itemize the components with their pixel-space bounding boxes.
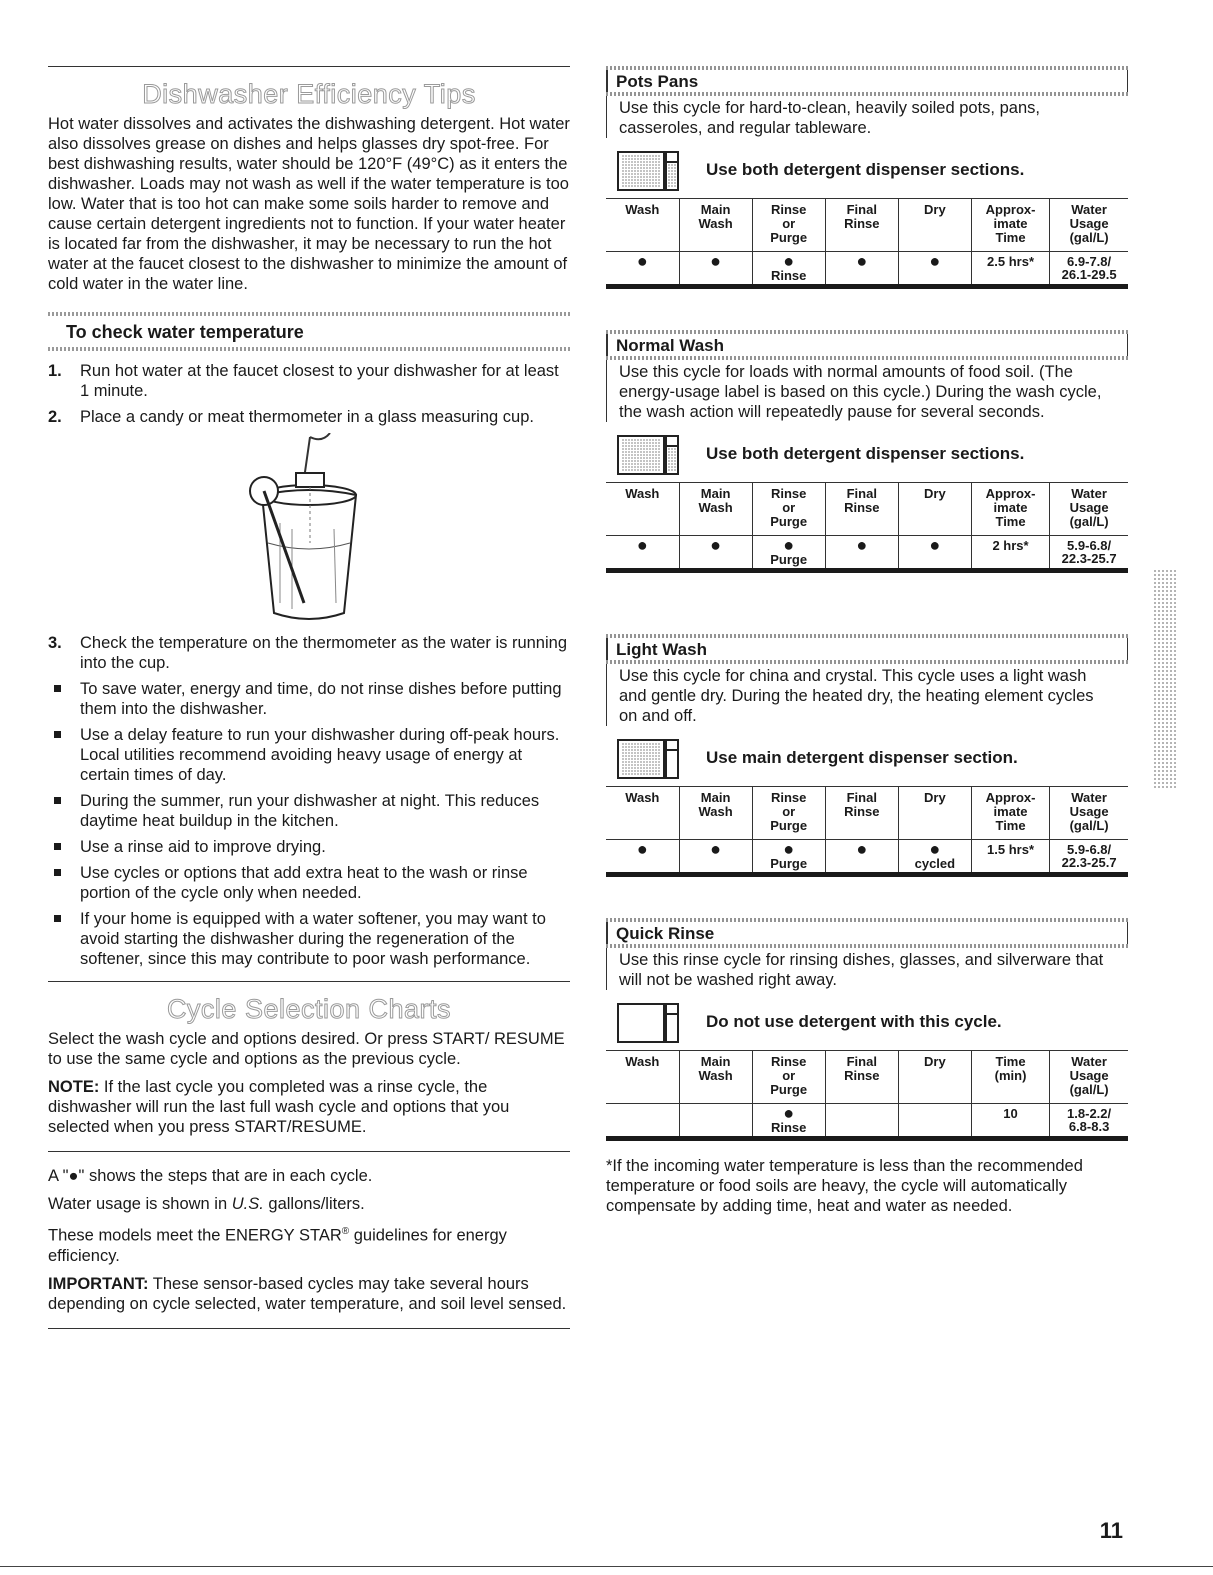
step-number: 2. xyxy=(48,408,62,426)
table-cell: ● xyxy=(606,252,679,287)
detergent-both-icon xyxy=(616,432,682,476)
column-header: Wash xyxy=(606,483,679,536)
section-rule xyxy=(48,1151,570,1152)
step-number: 3. xyxy=(48,634,62,652)
tip-bullet: To save water, energy and time, do not rinse dishes before putting them into the dishwasher. xyxy=(48,679,570,719)
detergent-both-icon xyxy=(616,148,682,192)
table-cell: ● xyxy=(679,536,752,571)
energy-star-line: These models meet the ENERGY STAR® guidelines for energy efficiency. xyxy=(48,1226,507,1265)
table-cell: ● Purge xyxy=(752,840,825,875)
left-column xyxy=(48,66,570,1329)
column-header: Dry xyxy=(898,1051,971,1104)
cycle-name: Normal Wash xyxy=(606,334,1128,356)
cycle-table xyxy=(606,786,1128,877)
tip-bullet: If your home is equipped with a water softener, you may want to avoid starting the dishwasher during the regeneration of the softener, since this may contribute to poor wash performance. xyxy=(48,909,570,969)
column-header: Main Wash xyxy=(679,483,752,536)
square-bullet-icon xyxy=(54,731,61,738)
column-header: Wash xyxy=(606,787,679,840)
tip-bullet: Use a delay feature to run your dishwasher during off-peak hours. Local utilities recommend avoiding heavy usage of energy at certain times of day. xyxy=(48,725,570,785)
table-cell: 5.9-6.8/ 22.3-25.7 xyxy=(1050,536,1128,571)
table-cell xyxy=(679,1104,752,1139)
table-cell: 5.9-6.8/ 22.3-25.7 xyxy=(1050,840,1128,875)
footnote: *If the incoming water temperature is less than the recommended temperature or food soils are heavy, the cycle will automatically compensate by adding time, heat and water as needed. xyxy=(606,1157,1083,1215)
detergent-row xyxy=(616,736,1128,780)
tip-bullet: Use a rinse aid to improve drying. xyxy=(48,837,570,857)
section-rule xyxy=(48,981,570,982)
column-header: Dry xyxy=(898,199,971,252)
cycle-name: Pots Pans xyxy=(606,70,1128,92)
column-header: Rinse or Purge xyxy=(752,1051,825,1104)
side-tab-decoration xyxy=(1150,570,1182,790)
cycle-light-wash xyxy=(606,634,1128,877)
step-3 xyxy=(48,633,570,673)
step-text: Check the temperature on the thermometer as the water is running into the cup. xyxy=(80,634,567,672)
tip-bullet: Use cycles or options that add extra heat to the wash or rinse portion of the cycle only when needed. xyxy=(48,863,570,903)
column-header: Wash xyxy=(606,1051,679,1104)
column-header: Main Wash xyxy=(679,1051,752,1104)
section-rule xyxy=(48,1328,570,1329)
table-cell: 2.5 hrs* xyxy=(971,252,1049,287)
square-bullet-icon xyxy=(54,685,61,692)
detergent-row xyxy=(616,432,1128,476)
bottom-rule xyxy=(0,1566,1213,1567)
square-bullet-icon xyxy=(54,869,61,876)
cycle-quick-rinse xyxy=(606,918,1128,1141)
detergent-main-icon xyxy=(616,736,682,780)
table-cell: ● cycled xyxy=(898,840,971,875)
table-row xyxy=(606,536,1128,571)
charts-intro: Select the wash cycle and options desired. Or press START/ RESUME to use the same cycle and options as the previous cycle. xyxy=(48,1030,565,1068)
table-cell: 1.5 hrs* xyxy=(971,840,1049,875)
cycle-table xyxy=(606,198,1128,289)
column-header: Dry xyxy=(898,483,971,536)
column-header: Time (min) xyxy=(971,1051,1049,1104)
detergent-none-icon xyxy=(616,1000,682,1044)
detergent-row xyxy=(616,148,1128,192)
table-cell xyxy=(825,1104,898,1139)
table-cell: ● xyxy=(825,536,898,571)
dotted-rule xyxy=(48,312,570,316)
cycle-name: Light Wash xyxy=(606,638,1128,660)
tip-bullet: During the summer, run your dishwasher at night. This reduces daytime heat buildup in the kitchen. xyxy=(48,791,570,831)
cycle-table xyxy=(606,482,1128,573)
square-bullet-icon xyxy=(54,915,61,922)
table-cell: ● xyxy=(898,252,971,287)
table-cell: ● xyxy=(606,536,679,571)
column-header: Final Rinse xyxy=(825,1051,898,1104)
column-header: Main Wash xyxy=(679,787,752,840)
column-header: Main Wash xyxy=(679,199,752,252)
table-cell: ● xyxy=(679,840,752,875)
detergent-instruction: Use main detergent dispenser section. xyxy=(706,748,1018,767)
step-1 xyxy=(48,361,570,401)
column-header: Final Rinse xyxy=(825,199,898,252)
cycle-normal-wash xyxy=(606,330,1128,573)
column-header: Approx- imate Time xyxy=(971,199,1049,252)
cycle-name: Quick Rinse xyxy=(606,922,1128,944)
column-header: Water Usage (gal/L) xyxy=(1050,1051,1128,1104)
efficiency-title: Dishwasher Efficiency Tips xyxy=(142,79,476,109)
square-bullet-icon xyxy=(54,843,61,850)
detergent-instruction: Do not use detergent with this cycle. xyxy=(706,1012,1002,1031)
table-row xyxy=(606,252,1128,287)
cycle-description: Use this cycle for loads with normal amounts of food soil. (The energy-usage label is based on this cycle.) During the wash cycle, the wash action will repeatedly pause for several seconds. xyxy=(606,360,1128,422)
column-header: Final Rinse xyxy=(825,787,898,840)
table-cell: 2 hrs* xyxy=(971,536,1049,571)
cycle-description: Use this cycle for china and crystal. This cycle uses a light wash and gentle dry. During the heated dry, the heating element cycles on and off. xyxy=(606,664,1128,726)
table-cell: ● Rinse xyxy=(752,252,825,287)
charts-title: Cycle Selection Charts xyxy=(166,994,452,1024)
cycle-description: Use this cycle for hard-to-clean, heavily soiled pots, pans, casseroles, and regular tableware. xyxy=(606,96,1128,138)
dotted-rule xyxy=(48,347,570,351)
cycle-pots-pans xyxy=(606,66,1128,289)
detergent-row xyxy=(616,1000,1128,1044)
table-cell: ● xyxy=(898,536,971,571)
note-paragraph: NOTE: If the last cycle you completed was a rinse cycle, the dishwasher will run the last full wash cycle and options that you selected when you press START/RESUME. xyxy=(48,1078,510,1136)
table-cell xyxy=(606,1104,679,1139)
column-header: Approx- imate Time xyxy=(971,483,1049,536)
column-header: Water Usage (gal/L) xyxy=(1050,787,1128,840)
table-cell: ● Purge xyxy=(752,536,825,571)
legend-line: A "●" shows the steps that are in each cycle. xyxy=(48,1167,373,1185)
thermometer-cup-illustration xyxy=(244,433,374,623)
cycle-table xyxy=(606,1050,1128,1141)
square-bullet-icon xyxy=(54,797,61,804)
usage-line: Water usage is shown in U.S. gallons/liters. xyxy=(48,1195,365,1213)
table-cell: ● xyxy=(679,252,752,287)
table-cell: ● xyxy=(606,840,679,875)
column-header: Wash xyxy=(606,199,679,252)
check-temp-title: To check water temperature xyxy=(66,322,304,342)
table-cell: 10 xyxy=(971,1104,1049,1139)
efficiency-body: Hot water dissolves and activates the dishwashing detergent. Hot water also dissolves grease on dishes and helps glasses dry spot-free. For best dishwashing results, water should be 120°F (49°C) as it enters the dishwasher. Loads may not wash as well if the water temperature is too low. Water that is too hot can make some soils harder to remove and cause certain detergent ingredients not to function. If your water heater is located far from the dishwasher, it may be necessary to run the hot water at the faucet closest to the dishwasher to minimize the amount of cold water in the water line. xyxy=(48,115,570,293)
detergent-instruction: Use both detergent dispenser sections. xyxy=(706,444,1025,463)
table-row xyxy=(606,840,1128,875)
table-header-row xyxy=(606,483,1128,536)
column-header: Water Usage (gal/L) xyxy=(1050,483,1128,536)
column-header: Approx- imate Time xyxy=(971,787,1049,840)
important-paragraph: IMPORTANT: These sensor-based cycles may take several hours depending on cycle selected, water temperature, and soil level sensed. xyxy=(48,1274,567,1313)
column-header: Final Rinse xyxy=(825,483,898,536)
step-number: 1. xyxy=(48,362,62,380)
column-header: Rinse or Purge xyxy=(752,787,825,840)
table-header-row xyxy=(606,1051,1128,1104)
section-rule xyxy=(48,66,570,67)
column-header: Rinse or Purge xyxy=(752,199,825,252)
detergent-instruction: Use both detergent dispenser sections. xyxy=(706,160,1025,179)
page-number: 11 xyxy=(1099,1518,1123,1543)
table-row xyxy=(606,1104,1128,1139)
table-cell xyxy=(898,1104,971,1139)
table-cell: 1.8-2.2/ 6.8-8.3 xyxy=(1050,1104,1128,1139)
column-header: Rinse or Purge xyxy=(752,483,825,536)
step-2 xyxy=(48,407,570,427)
cycle-description: Use this rinse cycle for rinsing dishes, glasses, and silverware that will not be washed right away. xyxy=(606,948,1128,990)
table-cell: 6.9-7.8/ 26.1-29.5 xyxy=(1050,252,1128,287)
column-header: Dry xyxy=(898,787,971,840)
table-header-row xyxy=(606,199,1128,252)
table-cell: ● xyxy=(825,252,898,287)
table-cell: ● Rinse xyxy=(752,1104,825,1139)
step-text: Run hot water at the faucet closest to your dishwasher for at least 1 minute. xyxy=(80,362,559,400)
table-cell: ● xyxy=(825,840,898,875)
step-text: Place a candy or meat thermometer in a glass measuring cup. xyxy=(80,408,534,426)
table-header-row xyxy=(606,787,1128,840)
column-header: Water Usage (gal/L) xyxy=(1050,199,1128,252)
